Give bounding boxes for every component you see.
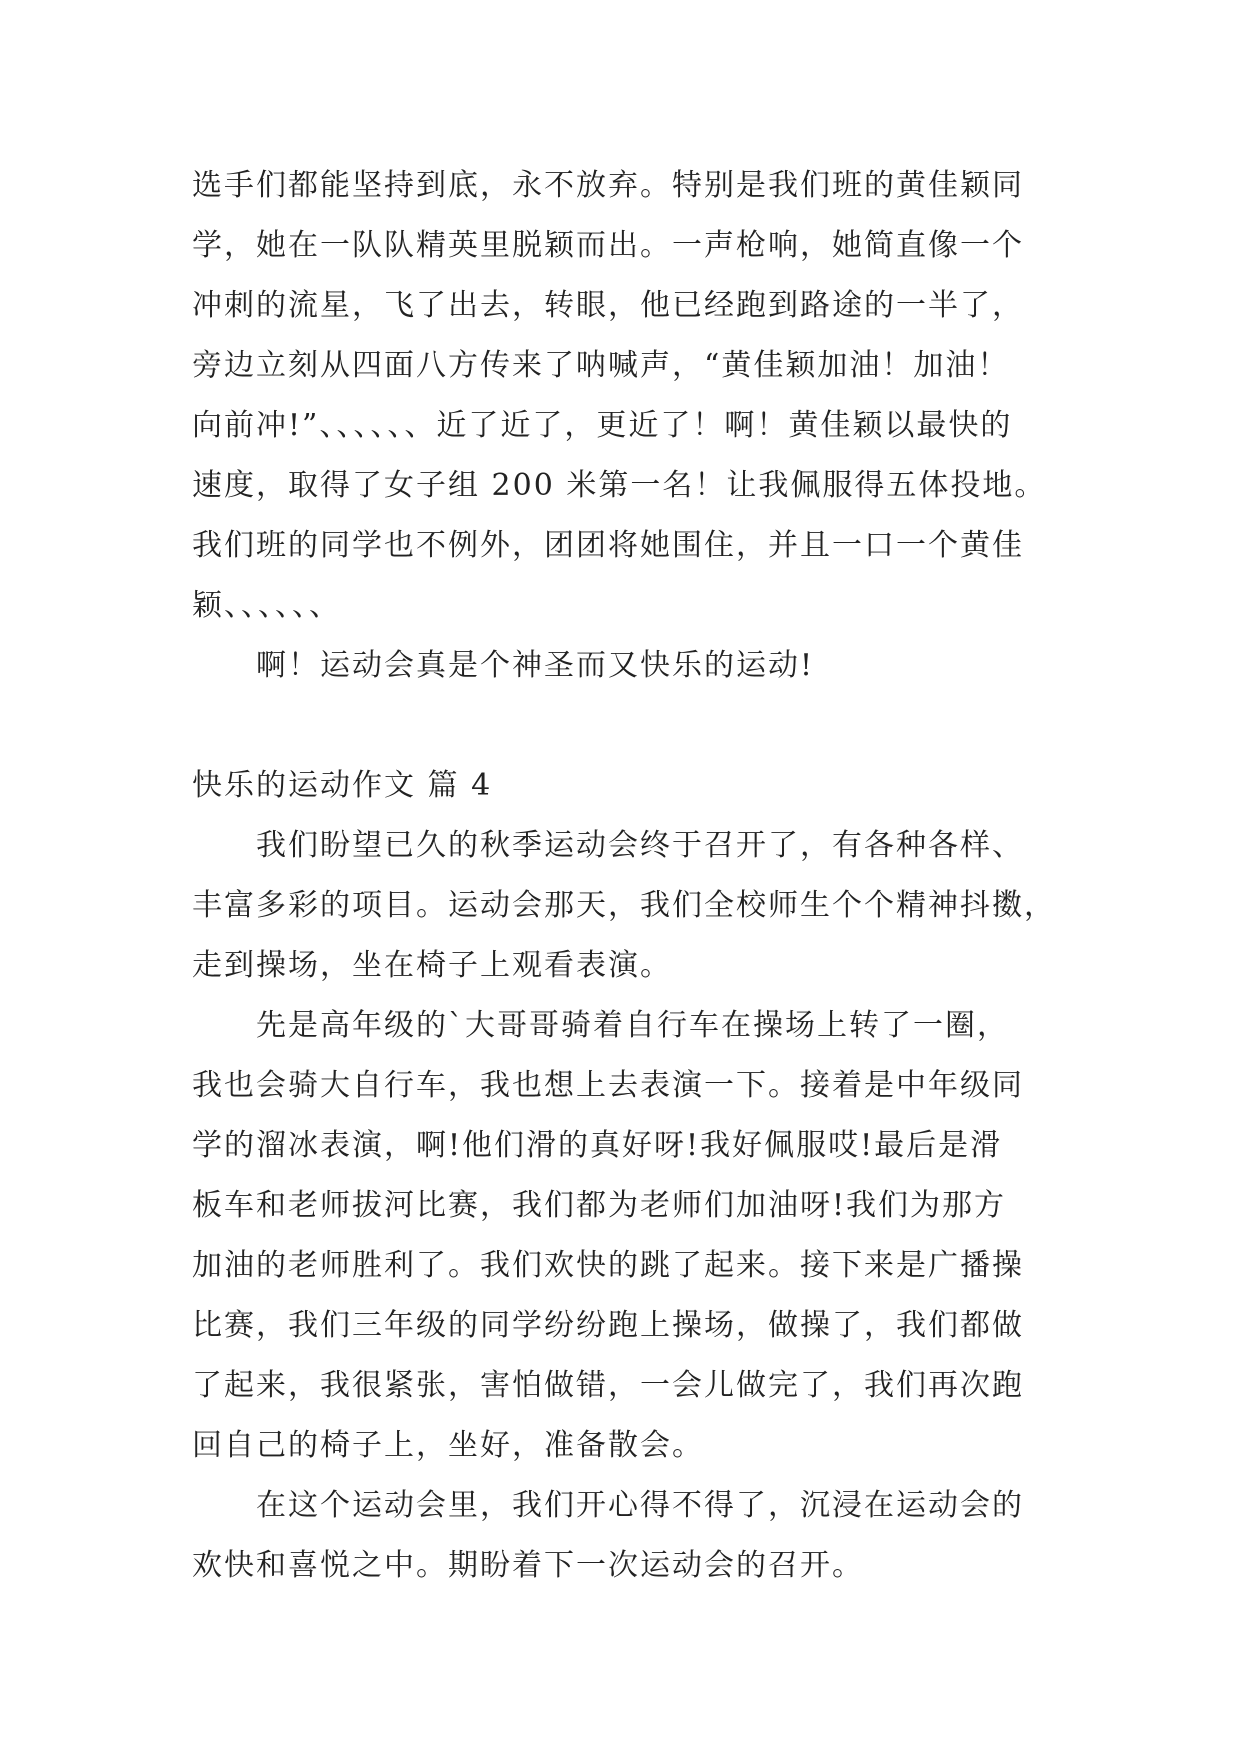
text-line: 板车和老师拔河比赛，我们都为老师们加油呀!我们为那方	[192, 1188, 1007, 1223]
section4-heading: 快乐的运动作文 篇 4	[192, 768, 493, 803]
text-line: 先是高年级的`大哥哥骑着自行车在操场上转了一圈，	[256, 1008, 1009, 1043]
text-line: 回自己的椅子上，坐好，准备散会。	[192, 1428, 704, 1463]
text-line: 颖、、、、、、	[192, 588, 341, 623]
text-line: 向前冲!”、、、、、、近了近了，更近了！啊！黄佳颖以最快的	[192, 408, 1013, 443]
text-line: 在这个运动会里，我们开心得不得了，沉浸在运动会的	[256, 1488, 1024, 1523]
section4-paragraph-2	[192, 996, 1062, 1476]
text-line: 比赛，我们三年级的同学纷纷跑上操场，做操了，我们都做	[192, 1308, 1024, 1343]
text-line: 速度，取得了女子组 200 米第一名！让我佩服得五体投地。	[192, 468, 1047, 503]
text-line: 选手们都能坚持到底，永不放弃。特别是我们班的黄佳颖同	[192, 168, 1024, 203]
text-line: 我们班的同学也不例外，团团将她围住，并且一口一个黄佳	[192, 528, 1024, 563]
text-line: 了起来，我很紧张，害怕做错，一会儿做完了，我们再次跑	[192, 1368, 1024, 1403]
section-spacer	[192, 696, 1062, 756]
section4-paragraph-3	[192, 1476, 1062, 1596]
text-line: 我们盼望已久的秋季运动会终于召开了，有各种各样、	[256, 828, 1024, 863]
text-line: 学，她在一队队精英里脱颖而出。一声枪响，她简直像一个	[192, 228, 1024, 263]
text-line: 加油的老师胜利了。我们欢快的跳了起来。接下来是广播操	[192, 1248, 1024, 1283]
text-line: 走到操场，坐在椅子上观看表演。	[192, 948, 672, 983]
section3-paragraph-tail	[192, 156, 1062, 636]
text-line: 欢快和喜悦之中。期盼着下一次运动会的召开。	[192, 1548, 864, 1583]
section4-paragraph-1	[192, 816, 1062, 996]
text-line: 冲刺的流星，飞了出去，转眼，他已经跑到路途的一半了，	[192, 288, 1024, 323]
section3-closing-paragraph: 啊！运动会真是个神圣而又快乐的运动!	[256, 648, 815, 683]
text-line: 我也会骑大自行车，我也想上去表演一下。接着是中年级同	[192, 1068, 1024, 1103]
document-page	[192, 156, 1062, 1596]
text-line: 旁边立刻从四面八方传来了呐喊声，“黄佳颖加油！加油！	[192, 348, 1010, 383]
text-line: 学的溜冰表演，啊!他们滑的真好呀!我好佩服哎!最后是滑	[192, 1128, 1003, 1163]
text-line: 丰富多彩的项目。运动会那天，我们全校师生个个精神抖擞，	[192, 888, 1056, 923]
